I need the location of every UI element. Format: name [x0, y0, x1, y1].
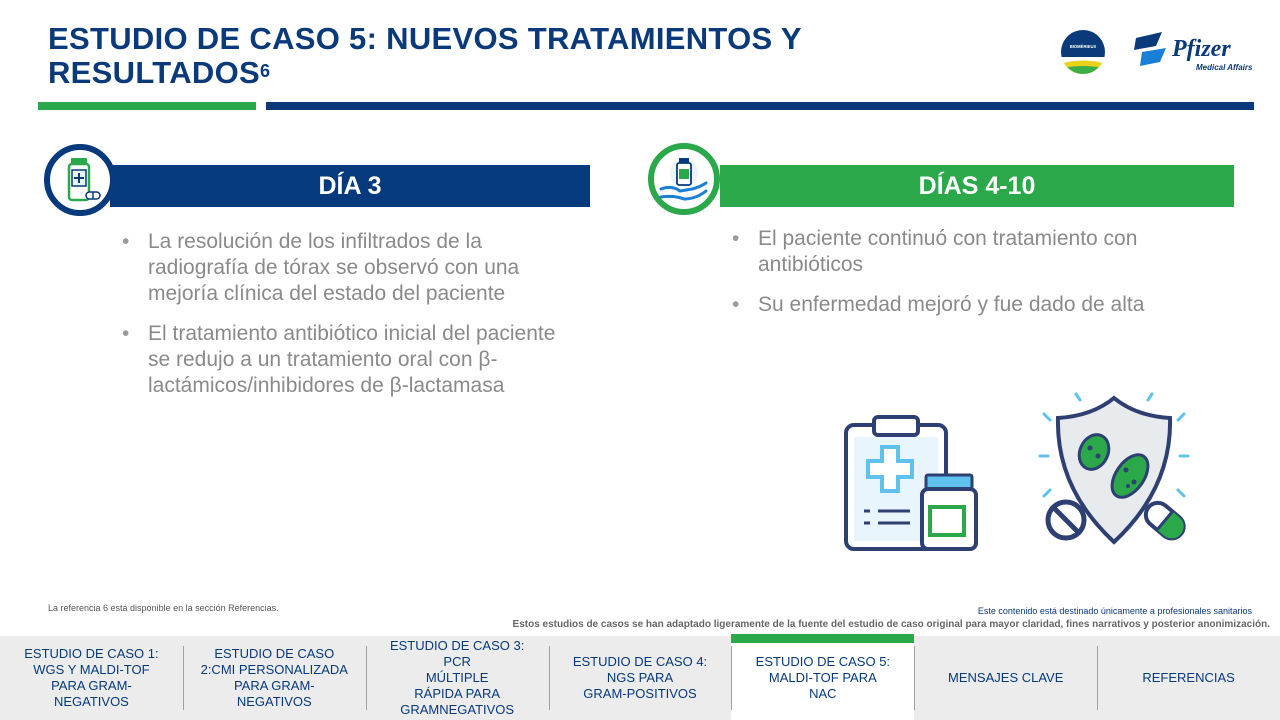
bacteria-shield-icon: [1036, 392, 1192, 552]
pfizer-logo-mark: [1132, 30, 1172, 70]
reference-note: La referencia 6 está disponible en la sección Referencias.: [48, 603, 279, 613]
biomerieux-logo: [1060, 29, 1106, 75]
nav-case-study-5-label: ESTUDIO DE CASO 5: MALDI-TOF PARA NAC: [755, 654, 891, 701]
nav-case-study-3-label: ESTUDIO DE CASO 3: PCR MÚLTIPLE RÁPIDA PARA GRAMNEGATIVOS: [389, 638, 525, 717]
nav-case-study-4[interactable]: [549, 636, 732, 720]
title-reference-superscript: 6: [259, 61, 271, 81]
adaptation-disclaimer: Estos estudios de casos se han adaptado ligeramente de la fuente del estudio de caso original para mayor claridad, fines narrativos y posterior anonimización.: [512, 619, 1270, 630]
day-3-icon-badge: [44, 144, 116, 216]
days-4-10-icon-badge: [648, 143, 720, 215]
day-3-bullet-2: • El tratamiento antibiótico inicial del paciente se redujo a un tratamiento oral con β-lactámicos/inhibidores de β-lactamasa: [122, 321, 572, 399]
pfizer-logo-subtitle: Medical Affairs: [1196, 63, 1253, 72]
svg-text:BIOMÉRIEUX: BIOMÉRIEUX: [1069, 44, 1097, 49]
nav-references-label: REFERENCIAS: [1142, 670, 1235, 685]
page-title: [48, 22, 848, 90]
nav-case-study-3[interactable]: [366, 636, 549, 720]
days-4-10-bullet-list: [732, 226, 1212, 332]
header-divider-green: [38, 102, 256, 110]
nav-key-messages-label: MENSAJES CLAVE: [948, 670, 1064, 685]
header-divider-blue: [266, 102, 1254, 110]
hand-holding-vial-icon: [658, 153, 710, 205]
nav-case-study-2-label: ESTUDIO DE CASO 2:CMI PERSONALIZADA PARA GRAM- NEGATIVOS: [200, 646, 348, 709]
nav-references[interactable]: [1097, 636, 1280, 720]
page-title-text: ESTUDIO DE CASO 5: NUEVOS TRATAMIENTOS Y RESULTADOS: [48, 21, 802, 90]
days-4-10-heading: [720, 165, 1234, 207]
day-3-heading: [110, 165, 590, 207]
case-study-navigation: [0, 636, 1280, 720]
professional-disclaimer: Este contenido está destinado únicamente a profesionales sanitarios: [977, 606, 1252, 616]
days-4-10-bullet-2: • Su enfermedad mejoró y fue dado de alta: [732, 292, 1212, 318]
day-3-heading-text: DÍA 3: [318, 171, 382, 200]
nav-key-messages[interactable]: [914, 636, 1097, 720]
medical-clipboard-icon: [840, 415, 980, 555]
days-4-10-heading-text: DÍAS 4-10: [918, 171, 1036, 200]
medicine-bottle-icon: [56, 156, 104, 204]
pfizer-logo-text: Pfizer: [1172, 36, 1231, 62]
days-4-10-bullet-1: • El paciente continuó con tratamiento con antibióticos: [732, 226, 1212, 278]
nav-case-study-1-label: ESTUDIO DE CASO 1: WGS Y MALDI-TOF PARA GRAM- NEGATIVOS: [24, 646, 159, 709]
day-3-bullet-list: [122, 229, 572, 413]
nav-case-study-2[interactable]: [183, 636, 366, 720]
nav-case-study-4-label: ESTUDIO DE CASO 4: NGS PARA GRAM-POSITIVOS: [572, 654, 708, 701]
nav-case-study-1[interactable]: [0, 636, 183, 720]
nav-case-study-5[interactable]: [731, 636, 914, 720]
day-3-bullet-1: • La resolución de los infiltrados de la radiografía de tórax se observó con una mejoría clínica del estado del paciente: [122, 229, 572, 307]
